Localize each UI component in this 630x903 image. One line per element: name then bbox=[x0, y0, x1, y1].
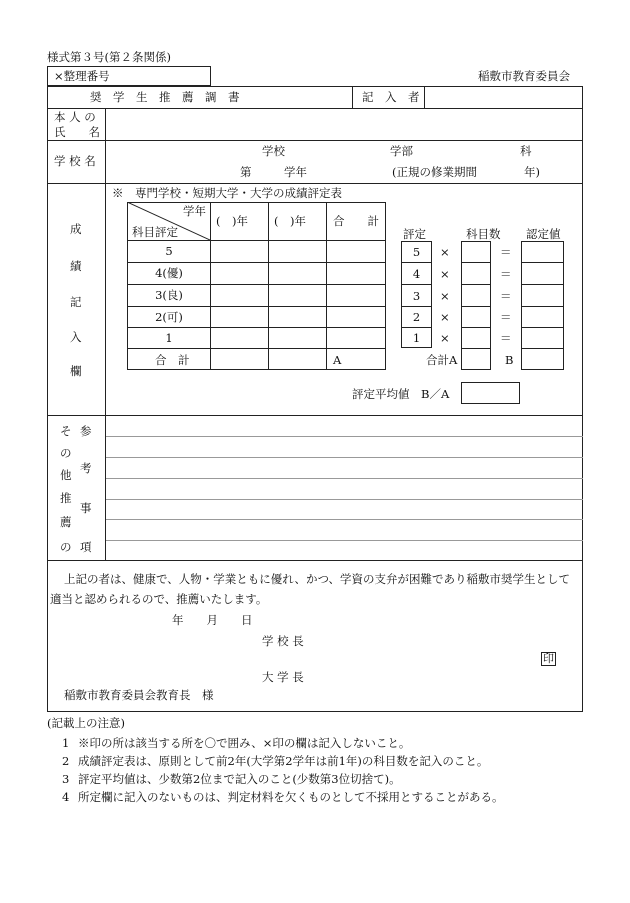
equals-sign: ＝ bbox=[500, 267, 512, 281]
calc-head-count: 科目数 bbox=[466, 227, 501, 241]
grade-total-label: 合 計 bbox=[155, 353, 190, 367]
grades-side-char-4: 入 bbox=[70, 330, 82, 344]
grade-row-label: 3(良) bbox=[155, 288, 183, 302]
grade-table-cells[interactable] bbox=[211, 241, 385, 369]
recommendation-line1: 上記の者は、健康で、人物・学業ともに優れ、かつ、学資の支弁が困難であり稲敷市奨学生として bbox=[64, 572, 570, 586]
reference-number-label: ×整理番号 bbox=[54, 69, 110, 83]
corner-grade-label: 科目評定 bbox=[132, 225, 178, 239]
faculty-suffix: 学部 bbox=[390, 144, 413, 158]
calc-head-value: 認定値 bbox=[526, 227, 561, 241]
calc-grade: 1 bbox=[412, 331, 421, 345]
other-label-char: の bbox=[60, 446, 72, 460]
grade-total-a: A bbox=[333, 353, 342, 367]
grade-prefix: 第 bbox=[240, 165, 252, 179]
other-label-char: の bbox=[60, 540, 72, 554]
writer-field[interactable] bbox=[425, 87, 582, 108]
equals-sign: ＝ bbox=[500, 289, 512, 303]
writer-label: 記 入 者 bbox=[362, 90, 420, 104]
name-label-line1: 本 人 の bbox=[54, 110, 96, 124]
other-notes-field[interactable] bbox=[106, 416, 582, 560]
times-sign: × bbox=[440, 331, 450, 345]
times-sign: × bbox=[440, 267, 450, 281]
other-label-char: 項 bbox=[80, 540, 92, 554]
note-text: 成績評定表は、原則として前2年(大学第2学年は前1年)の科目数を記入のこと。 bbox=[78, 754, 489, 768]
corner-year-label: 学年 bbox=[183, 204, 206, 218]
year-column-1: ( )年 bbox=[216, 214, 248, 228]
grades-heading: ※ 専門学校・短期大学・大学の成績評定表 bbox=[112, 186, 342, 200]
other-label-char: そ bbox=[60, 424, 72, 438]
calc-grade: 2 bbox=[412, 310, 421, 324]
calc-total-label: 合計A bbox=[426, 353, 458, 367]
note-text: ※印の所は該当する所を〇で囲み、×印の欄は記入しないこと。 bbox=[78, 736, 411, 750]
term-suffix: 年) bbox=[524, 165, 540, 179]
addressee-label: 稲敷市教育委員会教育長 様 bbox=[64, 688, 214, 702]
calc-grade: 5 bbox=[412, 245, 421, 259]
equals-sign: ＝ bbox=[500, 310, 512, 324]
times-sign: × bbox=[440, 289, 450, 303]
term-prefix: (正規の修業期間 bbox=[392, 165, 477, 179]
form-number: 様式第３号(第２条関係) bbox=[47, 50, 171, 64]
school-label: 学 校 名 bbox=[54, 154, 96, 168]
seal-mark: 印 bbox=[543, 652, 554, 665]
note-number: 1 bbox=[62, 736, 70, 750]
name-field[interactable] bbox=[106, 109, 582, 140]
equals-sign: ＝ bbox=[500, 331, 512, 345]
department-suffix: 科 bbox=[520, 144, 532, 158]
principal-label: 学 校 長 bbox=[262, 634, 304, 648]
note-number: 4 bbox=[62, 790, 70, 804]
average-label: 評定平均値 B／A bbox=[352, 387, 450, 401]
grades-side-char-5: 欄 bbox=[70, 364, 82, 378]
other-label-char: 事 bbox=[80, 501, 92, 515]
other-label-char: 他 bbox=[60, 468, 72, 482]
grades-side-char-1: 成 bbox=[70, 222, 82, 236]
calc-total-b: B bbox=[505, 353, 514, 367]
grade-suffix: 学年 bbox=[284, 165, 307, 179]
grade-row-label: 1 bbox=[165, 331, 173, 345]
notes-heading: (記載上の注意) bbox=[47, 716, 125, 730]
note-number: 2 bbox=[62, 754, 70, 768]
times-sign: × bbox=[440, 245, 450, 259]
calc-grade: 3 bbox=[412, 289, 421, 303]
other-label-char: 薦 bbox=[60, 515, 72, 529]
name-label-line2: 氏 名 bbox=[54, 125, 100, 139]
recommendation-date: 年 月 日 bbox=[172, 613, 253, 627]
issuer-label: 稲敷市教育委員会 bbox=[478, 69, 570, 83]
note-number: 3 bbox=[62, 772, 70, 786]
other-label-char: 参 bbox=[80, 424, 92, 438]
calc-head-grade: 評定 bbox=[403, 227, 426, 241]
equals-sign: ＝ bbox=[500, 245, 512, 259]
school-suffix: 学校 bbox=[262, 144, 285, 158]
calc-grade: 4 bbox=[412, 267, 421, 281]
form-title: 奨 学 生 推 薦 調 書 bbox=[90, 90, 240, 104]
grades-side-char-3: 記 bbox=[70, 295, 82, 309]
note-text: 所定欄に記入のないものは、判定材料を欠くものとして不採用とすることがある。 bbox=[78, 790, 504, 804]
other-label-char: 考 bbox=[80, 461, 92, 475]
grades-side-char-2: 績 bbox=[70, 259, 82, 273]
average-field[interactable] bbox=[461, 382, 520, 404]
year-column-2: ( )年 bbox=[274, 214, 306, 228]
other-label-char: 推 bbox=[60, 491, 72, 505]
recommendation-line2: 適当と認められるので、推薦いたします。 bbox=[50, 592, 268, 606]
grade-row-label: 4(優) bbox=[155, 266, 183, 280]
note-text: 評定平均値は、少数第2位まで記入のこと(少数第3位切捨て)。 bbox=[78, 772, 401, 786]
total-column: 合 計 bbox=[333, 214, 379, 228]
grade-row-label: 2(可) bbox=[155, 310, 183, 324]
times-sign: × bbox=[440, 310, 450, 324]
school-field[interactable] bbox=[106, 141, 582, 183]
president-label: 大 学 長 bbox=[262, 670, 304, 684]
grade-row-label: 5 bbox=[165, 244, 173, 258]
